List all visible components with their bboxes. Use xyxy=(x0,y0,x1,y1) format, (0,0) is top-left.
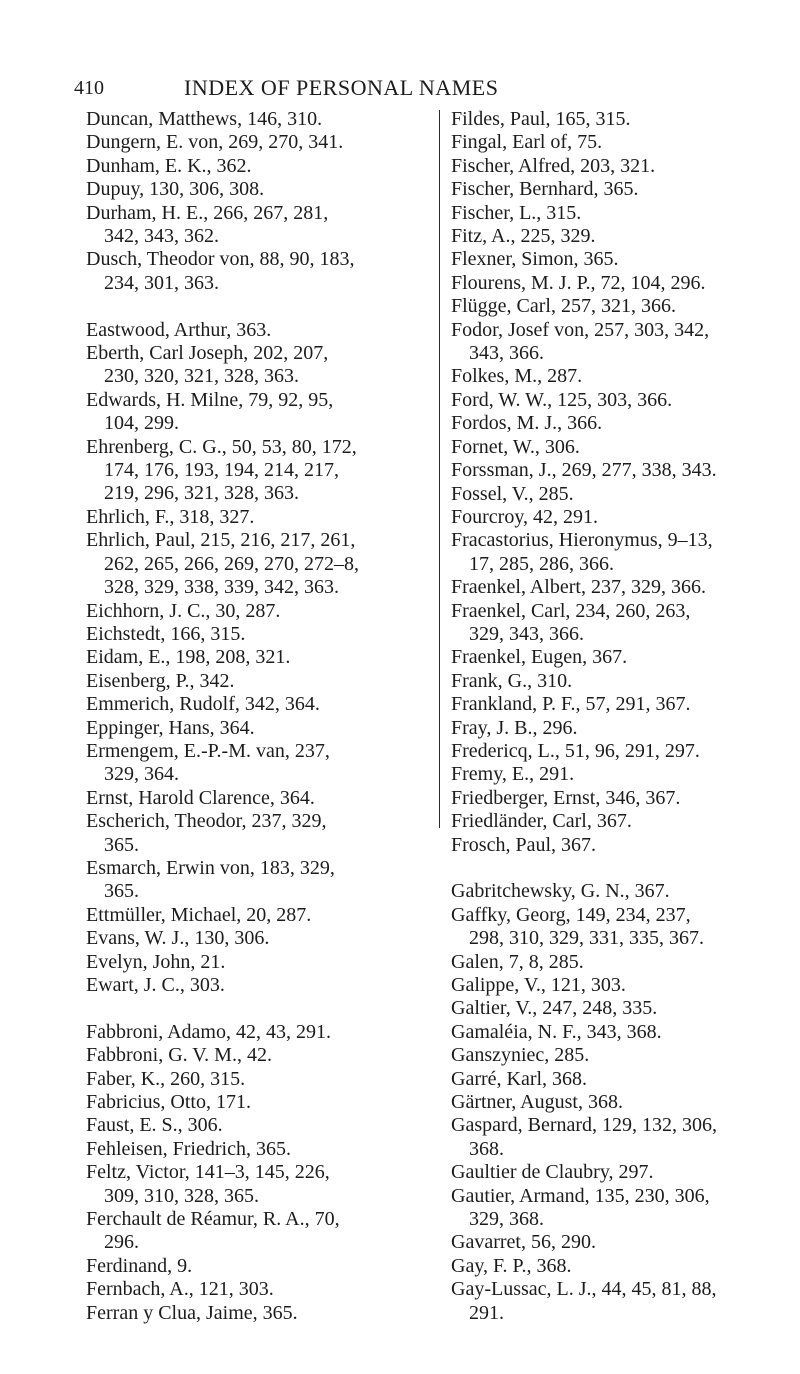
index-entry: Escherich, Theodor, 237, 329, 365. xyxy=(86,810,327,856)
index-entry: Fodor, Josef von, 257, 303, 342, 343, 366. xyxy=(451,318,710,365)
index-entry: Evans, W. J., 130, 306. xyxy=(86,927,270,950)
index-entry: Fehleisen, Friedrich, 365. xyxy=(86,1137,291,1160)
index-entry: Fremy, E., 291. xyxy=(451,763,575,786)
index-entry: Ganszyniec, 285. xyxy=(451,1044,590,1067)
index-entry: Ferran y Clua, Jaime, 365. xyxy=(86,1301,298,1324)
index-entry: Eisenberg, P., 342. xyxy=(86,669,235,692)
index-entry: Duncan, Matthews, 146, 310. xyxy=(86,108,323,130)
index-entry: Ferdinand, 9. xyxy=(86,1254,193,1277)
index-entry: Friedberger, Ernst, 346, 367. xyxy=(451,786,681,809)
page-number: 410 xyxy=(74,77,104,99)
column-divider xyxy=(439,110,440,828)
index-entry: Ewart, J. C., 303. xyxy=(86,974,225,997)
index-entry: Gavarret, 56, 290. xyxy=(451,1231,596,1254)
index-entry: Garré, Karl, 368. xyxy=(451,1067,588,1090)
index-entry: Flexner, Simon, 365. xyxy=(451,248,619,271)
index-entry: Frankland, P. F., 57, 291, 367. xyxy=(451,693,691,716)
index-entry: Eichstedt, 166, 315. xyxy=(86,622,246,645)
index-entry: Fernbach, A., 121, 303. xyxy=(86,1278,274,1301)
index-entry: Ford, W. W., 125, 303, 366. xyxy=(451,388,673,411)
index-entry: Fabbroni, Adamo, 42, 43, 291. xyxy=(86,1020,331,1043)
index-entry: Fredericq, L., 51, 96, 291, 297. xyxy=(451,739,700,762)
index-entry: Dusch, Theodor von, 88, 90, 183, 234, 301, 363. xyxy=(86,248,355,294)
index-entry: Fracastorius, Hieronymus, 9–13, 17, 285, 286, 366. xyxy=(451,529,713,575)
index-entry: Eidam, E., 198, 208, 321. xyxy=(86,646,291,669)
index-entry: Fischer, Bernhard, 365. xyxy=(451,178,639,201)
running-head: INDEX OF PERSONAL NAMES xyxy=(184,75,499,100)
index-entry: Feltz, Victor, 141–3, 145, 226, 309, 310, 328, 365. xyxy=(86,1161,330,1207)
index-entry: Gaffky, Georg, 149, 234, 237, 298, 310, 329, 331, 335, 367. xyxy=(451,903,704,950)
index-entry: Fischer, Alfred, 203, 321. xyxy=(451,154,656,177)
index-entry: Fraenkel, Carl, 234, 260, 263, 329, 343, 366. xyxy=(451,599,691,645)
index-entry: Fourcroy, 42, 291. xyxy=(451,505,599,528)
section-gap xyxy=(86,295,426,318)
index-entry: Emmerich, Rudolf, 342, 364. xyxy=(86,693,320,716)
index-column-left xyxy=(86,108,426,1325)
index-entry: Eastwood, Arthur, 363. xyxy=(86,318,272,341)
index-entry: Fray, J. B., 296. xyxy=(451,716,578,739)
index-entry: Ernst, Harold Clarence, 364. xyxy=(86,786,315,809)
index-entry: Gaspard, Bernard, 129, 132, 306, 368. xyxy=(451,1114,718,1160)
index-entry: Ferchault de Réamur, R. A., 70, 296. xyxy=(86,1208,340,1254)
index-entry: Gamaléia, N. F., 343, 368. xyxy=(451,1020,662,1043)
index-entry: Evelyn, John, 21. xyxy=(86,950,226,973)
index-entry: Fabbroni, G. V. M., 42. xyxy=(86,1044,272,1067)
index-entry: Dupuy, 130, 306, 308. xyxy=(86,178,265,201)
index-entry: Folkes, M., 287. xyxy=(451,365,583,388)
index-entry: Friedländer, Carl, 367. xyxy=(451,810,632,833)
index-entry: Eberth, Carl Joseph, 202, 207, 230, 320, 321, 328, 363. xyxy=(86,342,329,388)
index-entry: Gay, F. P., 368. xyxy=(451,1254,572,1277)
index-entry: Fossel, V., 285. xyxy=(451,482,574,505)
index-entry: Ehrlich, Paul, 215, 216, 217, 261, 262, 265, 266, 269, 270, 272–8, 328, 329, 338, 339, 342, 363. xyxy=(86,529,359,599)
index-entry: Gärtner, August, 368. xyxy=(451,1091,623,1114)
index-entry: Faber, K., 260, 315. xyxy=(86,1067,246,1090)
index-entry: Gay-Lussac, L. J., 44, 45, 81, 88, 291. xyxy=(451,1278,717,1324)
index-entry: Gautier, Armand, 135, 230, 306, 329, 368. xyxy=(451,1184,710,1231)
index-entry: Dunham, E. K., 362. xyxy=(86,154,252,177)
section-gap xyxy=(451,857,800,880)
index-entry: Fildes, Paul, 165, 315. xyxy=(451,108,631,130)
index-entry: Edwards, H. Milne, 79, 92, 95, 104, 299. xyxy=(86,388,334,435)
index-entry: Ehrenberg, C. G., 50, 53, 80, 172, 174, 176, 193, 194, 214, 217, 219, 296, 321, 328, 363. xyxy=(86,435,357,505)
index-column-right xyxy=(451,108,800,1325)
index-entry: Fordos, M. J., 366. xyxy=(451,412,603,435)
section-gap xyxy=(86,997,426,1020)
index-entry: Flourens, M. J. P., 72, 104, 296. xyxy=(451,271,706,294)
index-entry: Frank, G., 310. xyxy=(451,669,573,692)
index-entry: Faust, E. S., 306. xyxy=(86,1114,223,1137)
index-entry: Durham, H. E., 266, 267, 281, 342, 343, 362. xyxy=(86,201,329,248)
index-entry: Fischer, L., 315. xyxy=(451,201,582,224)
index-entry: Fornet, W., 306. xyxy=(451,435,580,458)
index-entry: Galippe, V., 121, 303. xyxy=(451,974,626,997)
index-entry: Gabritchewsky, G. N., 367. xyxy=(451,880,670,903)
index-entry: Fabricius, Otto, 171. xyxy=(86,1091,251,1114)
index-entry: Esmarch, Erwin von, 183, 329, 365. xyxy=(86,856,335,903)
index-entry: Fraenkel, Albert, 237, 329, 366. xyxy=(451,576,706,599)
index-entry: Gaultier de Claubry, 297. xyxy=(451,1161,654,1184)
index-entry: Flügge, Carl, 257, 321, 366. xyxy=(451,295,676,318)
index-entry: Galen, 7, 8, 285. xyxy=(451,950,584,973)
index-entry: Forssman, J., 269, 277, 338, 343. xyxy=(451,459,717,482)
index-entry: Frosch, Paul, 367. xyxy=(451,833,596,856)
index-entry: Galtier, V., 247, 248, 335. xyxy=(451,997,658,1020)
index-entry: Ermengem, E.-P.-M. van, 237, 329, 364. xyxy=(86,739,330,786)
index-entry: Ehrlich, F., 318, 327. xyxy=(86,505,255,528)
index-entry: Dungern, E. von, 269, 270, 341. xyxy=(86,131,344,154)
index-entry: Fingal, Earl of, 75. xyxy=(451,131,603,154)
index-entry: Fraenkel, Eugen, 367. xyxy=(451,646,628,669)
index-entry: Eichhorn, J. C., 30, 287. xyxy=(86,599,281,622)
index-entry: Eppinger, Hans, 364. xyxy=(86,716,255,739)
index-entry: Ettmüller, Michael, 20, 287. xyxy=(86,903,312,926)
index-entry: Fitz, A., 225, 329. xyxy=(451,225,596,248)
